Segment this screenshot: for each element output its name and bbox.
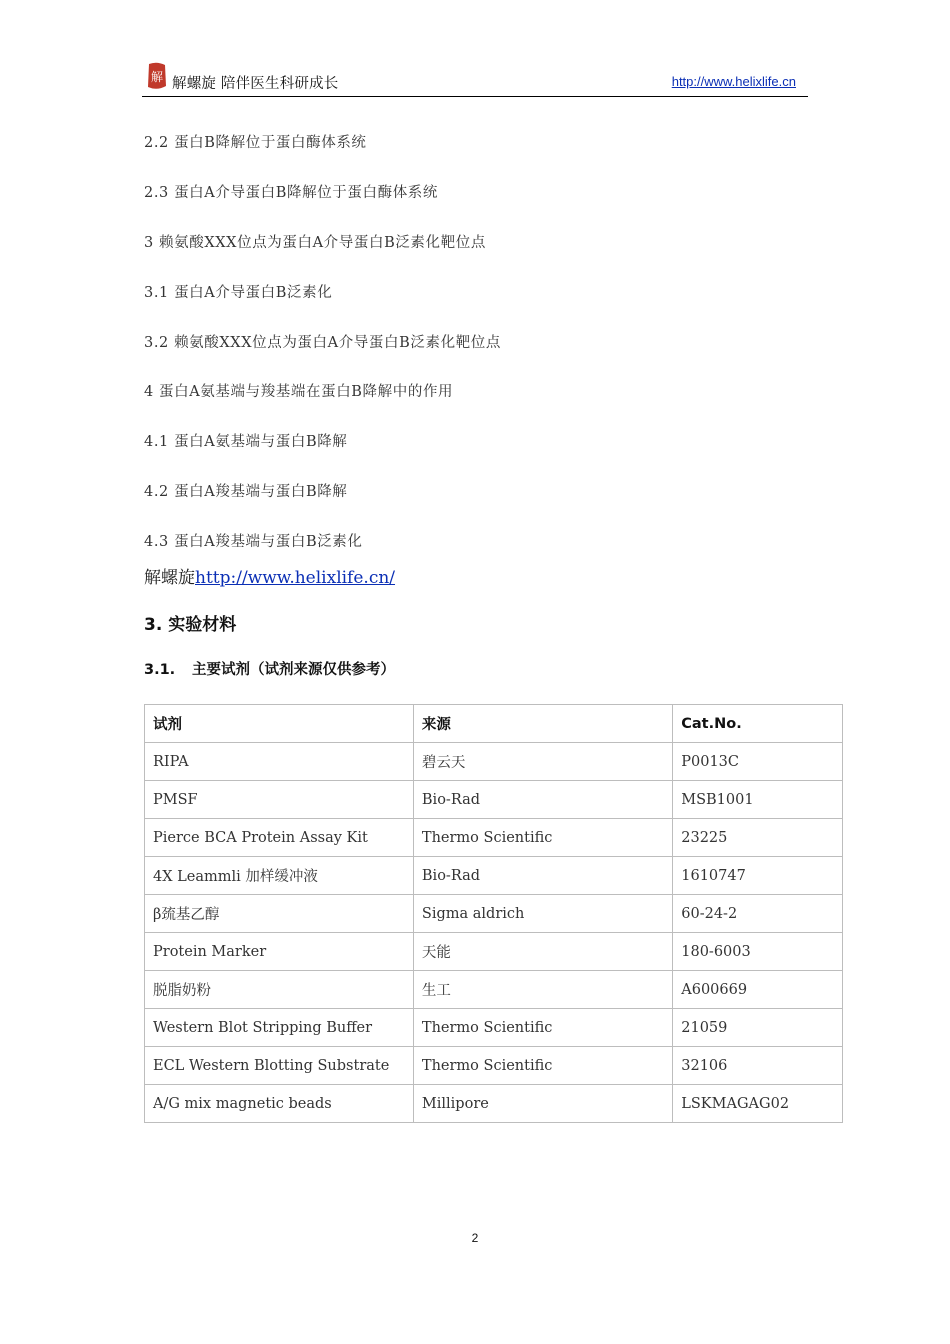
header-cell-reagent: 试剂: [145, 705, 414, 743]
subsection-number: 3.1.: [144, 662, 176, 678]
reagents-table: [144, 704, 843, 1123]
table-row: [145, 1009, 843, 1047]
toc-item: 2.2 蛋白B降解位于蛋白酶体系统: [144, 135, 367, 151]
source-cell: Sigma aldrich: [413, 895, 672, 933]
helix-url-link[interactable]: http://www.helixlife.cn/: [195, 568, 396, 588]
table-header-row: [145, 705, 843, 743]
table-row: [145, 819, 843, 857]
source-cell: Thermo Scientific: [413, 819, 672, 857]
brand-slogan: 解螺旋 陪伴医生科研成长: [172, 76, 339, 92]
catno-cell: 32106: [673, 1047, 843, 1085]
catno-cell: MSB1001: [673, 781, 843, 819]
page-header: [142, 58, 808, 97]
reagent-cell: PMSF: [145, 781, 414, 819]
toc-item: 4.3 蛋白A羧基端与蛋白B泛素化: [144, 534, 363, 550]
page-number: 2: [471, 1231, 479, 1245]
source-cell: Bio-Rad: [413, 857, 672, 895]
reagent-cell: Pierce BCA Protein Assay Kit: [145, 819, 414, 857]
source-cell: Bio-Rad: [413, 781, 672, 819]
reagent-cell: Protein Marker: [145, 933, 414, 971]
toc-item: 2.3 蛋白A介导蛋白B降解位于蛋白酶体系统: [144, 185, 438, 201]
reagent-cell: 脱脂奶粉: [145, 971, 414, 1009]
table-row: [145, 743, 843, 781]
subsection-title: 主要试剂（试剂来源仅供参考）: [192, 662, 395, 678]
source-cell: Thermo Scientific: [413, 1009, 672, 1047]
header-cell-catno: Cat.No.: [673, 705, 843, 743]
table-row: [145, 895, 843, 933]
catno-cell: 21059: [673, 1009, 843, 1047]
header-cell-source: 来源: [413, 705, 672, 743]
reagent-cell: Western Blot Stripping Buffer: [145, 1009, 414, 1047]
toc-item: 4 蛋白A氨基端与羧基端在蛋白B降解中的作用: [144, 384, 454, 400]
table-row: [145, 781, 843, 819]
source-cell: 生工: [413, 971, 672, 1009]
catno-cell: P0013C: [673, 743, 843, 781]
seal-logo-icon: [146, 61, 168, 91]
logo-text: 解: [150, 70, 164, 84]
table-row: [145, 971, 843, 1009]
reagent-cell: β巯基乙醇: [145, 895, 414, 933]
catno-cell: 23225: [673, 819, 843, 857]
toc-item: 3.1 蛋白A介导蛋白B泛素化: [144, 285, 333, 301]
table-row: [145, 1047, 843, 1085]
source-cell: Millipore: [413, 1085, 672, 1123]
toc-item: 4.1 蛋白A氨基端与蛋白B降解: [144, 434, 348, 450]
source-cell: 天能: [413, 933, 672, 971]
table-row: [145, 857, 843, 895]
source-cell: Thermo Scientific: [413, 1047, 672, 1085]
table-row: [145, 1085, 843, 1123]
source-cell: 碧云天: [413, 743, 672, 781]
catno-cell: 60-24-2: [673, 895, 843, 933]
catno-cell: LSKMAGAG02: [673, 1085, 843, 1123]
header-site-link[interactable]: http://www.helixlife.cn: [671, 74, 796, 89]
helix-label: 解螺旋: [144, 568, 195, 588]
subsection-heading: [144, 658, 395, 679]
catno-cell: A600669: [673, 971, 843, 1009]
section-heading: 3. 实验材料: [144, 615, 237, 635]
reagent-cell: ECL Western Blotting Substrate: [145, 1047, 414, 1085]
reagent-cell: RIPA: [145, 743, 414, 781]
helix-link-line: [144, 563, 395, 588]
toc-item: 4.2 蛋白A羧基端与蛋白B降解: [144, 484, 348, 500]
catno-cell: 180-6003: [673, 933, 843, 971]
toc-item: 3 赖氨酸XXX位点为蛋白A介导蛋白B泛素化靶位点: [144, 235, 486, 251]
reagent-cell: 4X Leammli 加样缓冲液: [145, 857, 414, 895]
table-row: [145, 933, 843, 971]
catno-cell: 1610747: [673, 857, 843, 895]
reagent-cell: A/G mix magnetic beads: [145, 1085, 414, 1123]
toc-item: 3.2 赖氨酸XXX位点为蛋白A介导蛋白B泛素化靶位点: [144, 335, 501, 351]
